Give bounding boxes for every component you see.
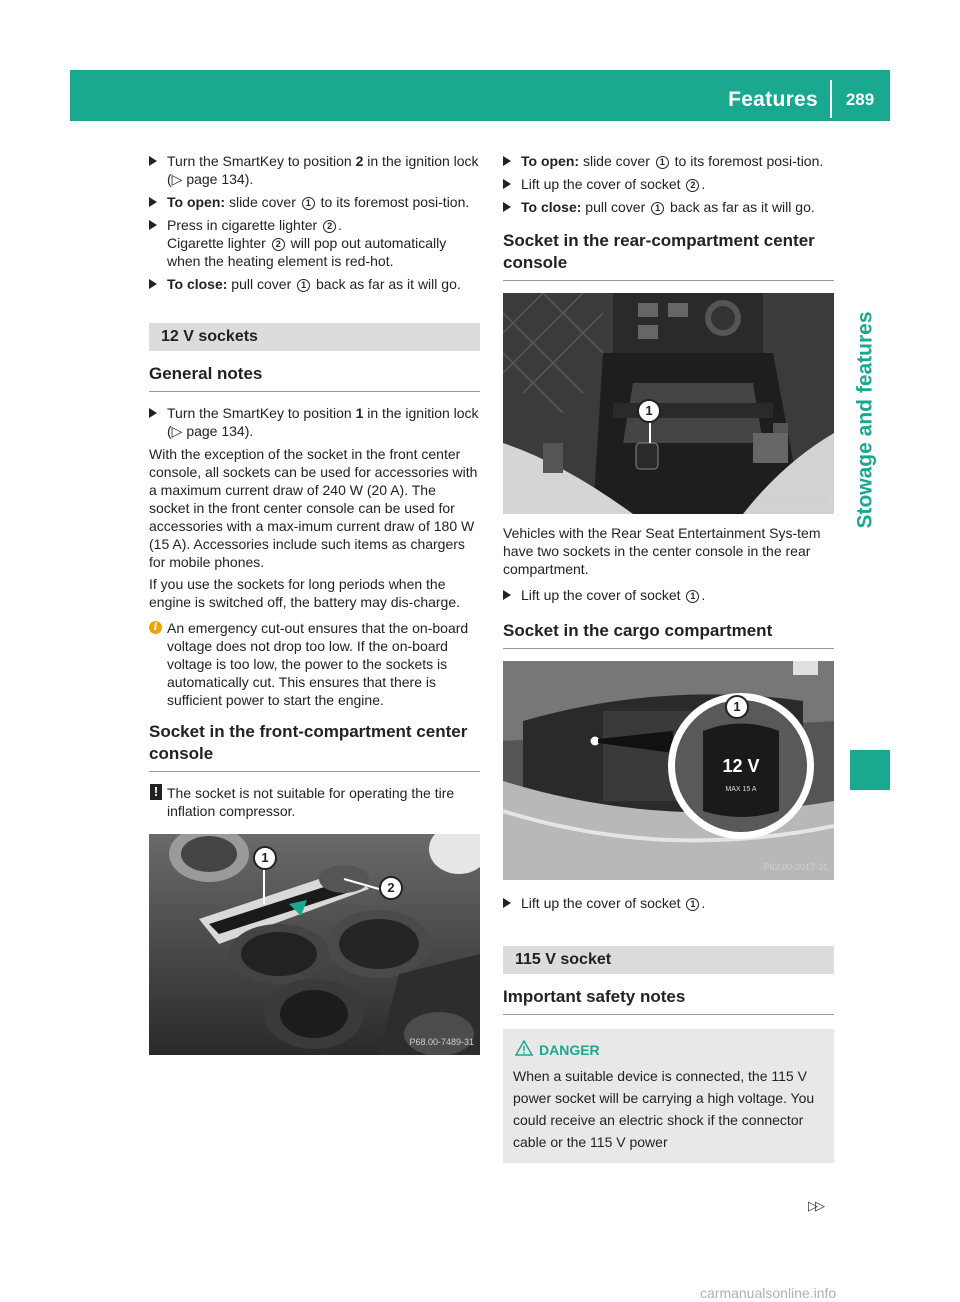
photo-cargo <box>503 661 834 880</box>
warning-note: ! The socket is not suitable for operating the tire inflation compressor. <box>149 784 480 820</box>
paragraph-rear-entertainment: Vehicles with the Rear Seat Entertainment Sys-tem have two sockets in the center console in the rear compartment. <box>503 525 821 577</box>
photo-rear-console <box>503 293 834 514</box>
heading-safety-notes: Important safety notes <box>503 986 834 1015</box>
front-console-image <box>149 834 480 1055</box>
warning-icon: ! <box>150 784 162 800</box>
step-lift-socket-2: Lift up the cover of socket 2 . <box>503 175 834 193</box>
step-close-cover: To close: pull cover 1 back as far as it will go. <box>149 275 480 293</box>
socket-sub-label: MAX 15 A <box>725 786 757 793</box>
header-divider <box>830 80 832 118</box>
photo-code: P82.00-3017-31 <box>763 862 828 872</box>
step-arrow-icon <box>149 220 157 230</box>
paragraph-battery: If you use the sockets for long periods when the engine is switched off, the battery may dis-charge. <box>149 576 461 610</box>
warning-triangle-icon <box>515 1040 533 1056</box>
callout-ref: 1 <box>297 279 310 292</box>
step-open-cover: To open: slide cover 1 to its foremost posi-tion. <box>149 193 480 211</box>
section-115v-socket: 115 V socket <box>503 946 834 974</box>
step-arrow-icon <box>149 408 157 418</box>
step-arrow-icon <box>503 590 511 600</box>
step-turn-key-1: Turn the SmartKey to position 1 in the ignition lock (▷ page 134). <box>149 404 480 440</box>
heading-rear-socket: Socket in the rear-compartment center console <box>503 230 834 281</box>
callout-1: 1 <box>725 695 749 719</box>
callout-ref: 2 <box>323 220 336 233</box>
chapter-title: Features <box>728 88 818 111</box>
callout-ref: 1 <box>651 202 664 215</box>
page-number: 289 <box>845 90 875 109</box>
step-arrow-icon <box>503 898 511 908</box>
step-open-cover-front: To open: slide cover 1 to its foremost posi-tion. <box>503 152 834 170</box>
danger-title: DANGER <box>511 1039 824 1061</box>
page-header <box>70 70 890 121</box>
danger-box <box>503 1029 834 1163</box>
side-tab <box>842 130 890 710</box>
callout-1: 1 <box>637 399 661 423</box>
callout-ref: 1 <box>302 197 315 210</box>
watermark: carmanualsonline.info <box>700 1285 837 1301</box>
side-tab-marker <box>850 750 890 790</box>
step-arrow-icon <box>149 197 157 207</box>
cargo-image <box>503 661 834 880</box>
photo-front-console <box>149 834 480 1055</box>
continue-mark: ▷▷ <box>808 1198 822 1213</box>
paragraph-current-draw: With the exception of the socket in the front center console, all sockets can be used for accessories with a maximum current draw of 240 W (20 A). The socket in the front center console can be used for accessories with a max-imum current draw of 180 W (15 A). Accessories include such items as chargers for mobile phones. <box>149 446 478 570</box>
right-column <box>503 152 834 1163</box>
step-arrow-icon <box>503 202 511 212</box>
step-lift-rear-socket: Lift up the cover of socket 1 . <box>503 586 834 604</box>
section-12v-sockets: 12 V sockets <box>149 323 480 351</box>
heading-general-notes: General notes <box>149 363 480 392</box>
heading-front-socket: Socket in the front-compartment center console <box>149 721 480 772</box>
heading-cargo-socket: Socket in the cargo compartment <box>503 620 834 649</box>
callout-ref: 1 <box>686 590 699 603</box>
info-icon: i <box>149 621 162 634</box>
step-arrow-icon <box>503 179 511 189</box>
callout-ref: 2 <box>272 238 285 251</box>
step-arrow-icon <box>149 279 157 289</box>
danger-text: When a suitable device is connected, the 115 V power socket will be carrying a high voltage. You could receive an electric shock if the connector cable or the 115 V power <box>513 1068 815 1150</box>
step-arrow-icon <box>149 156 157 166</box>
callout-ref: 2 <box>686 179 699 192</box>
callout-ref: 1 <box>656 156 669 169</box>
callout-2: 2 <box>379 876 403 900</box>
step-press-lighter: Press in cigarette lighter 2 . Cigarette lighter 2 will pop out automatically when the heating element is red-hot. <box>149 216 480 270</box>
rear-console-image <box>503 293 834 514</box>
socket-label: 12 V <box>722 756 760 776</box>
callout-1: 1 <box>253 846 277 870</box>
step-turn-key: Turn the SmartKey to position 2 in the ignition lock (▷ page 134). <box>149 152 480 188</box>
info-note: i An emergency cut-out ensures that the on-board voltage does not drop too low. If the on-board voltage is too low, the power to the sockets is automatically cut. This ensures that there is sufficient power to start the engine. <box>149 619 480 709</box>
left-column <box>149 152 480 1055</box>
photo-code: P54.10-4020-31 <box>763 496 828 506</box>
callout-ref: 1 <box>686 898 699 911</box>
photo-code: P68.00-7489-31 <box>409 1037 474 1047</box>
step-close-cover-front: To close: pull cover 1 back as far as it will go. <box>503 198 834 216</box>
step-arrow-icon <box>503 156 511 166</box>
step-lift-cargo-socket: Lift up the cover of socket 1 . <box>503 894 834 912</box>
side-tab-label: Stowage and features <box>854 311 877 529</box>
